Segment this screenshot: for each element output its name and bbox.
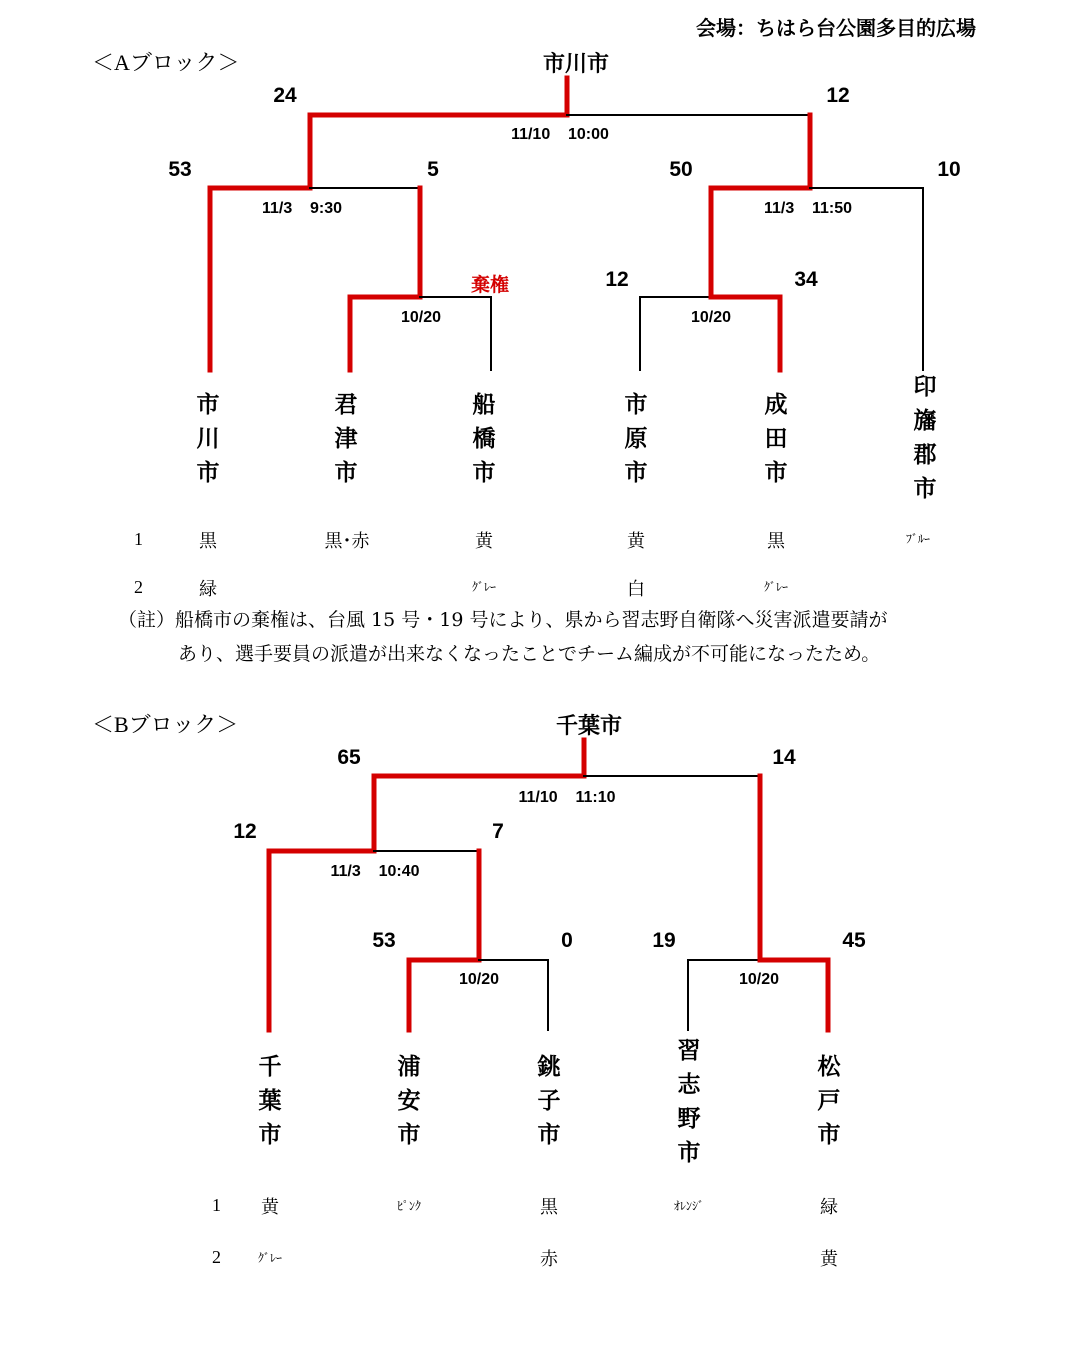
team-narashino: 習志野市 <box>677 1038 701 1166</box>
team-kimitsu: 君津市 <box>334 392 358 486</box>
a-uniform2-ichikawa: 緑 <box>199 579 217 600</box>
a-r1-left-forfeit: 棄権 <box>470 274 510 296</box>
note-line-1: （註）船橋市の棄権は、台風 15 号・19 号により、県から習志野自衛隊へ災害派遣要請が <box>118 609 888 631</box>
b-uniform2-chiba: ｸﾞﾚｰ <box>257 1251 283 1265</box>
b-uniform1-narashino: ｵﾚﾝｼﾞ <box>673 1199 705 1213</box>
block-a-champion: 市川市 <box>542 52 610 77</box>
a-uniform2-ichihara: 白 <box>627 579 645 600</box>
b-semi-left-left-score: 12 <box>233 820 257 843</box>
b-uniform-row1-label: 1 <box>212 1195 221 1215</box>
b-final-left-score: 65 <box>337 746 361 769</box>
a-uniform1-ichihara: 黄 <box>627 531 645 552</box>
a-r1-left-loser-line <box>420 297 491 370</box>
b-r1-left-left-score: 53 <box>372 929 396 952</box>
b-semi-left-date: 11/3 10:40 <box>330 863 420 880</box>
b-r1-left-date: 10/20 <box>458 971 500 988</box>
team-funabashi: 船橋市 <box>472 392 496 486</box>
a-semi-left-date: 11/3 9:30 <box>261 200 343 217</box>
a-r1-right-loser-line <box>640 297 711 370</box>
team-ichikawa: 市川市 <box>196 392 220 486</box>
b-r1-right-left-score: 19 <box>652 929 676 952</box>
block-b-champion: 千葉市 <box>555 714 623 739</box>
a-uniform2-funabashi: ｸﾞﾚｰ <box>471 580 497 594</box>
a-r1-left-date: 10/20 <box>400 309 442 326</box>
b-r1-right-date: 10/20 <box>738 971 780 988</box>
a-semi-right-right-score: 10 <box>937 158 961 181</box>
block-b-title: ＜Bブロック＞ <box>92 712 239 737</box>
block-a-title: ＜Aブロック＞ <box>92 50 240 75</box>
venue-label: 会場：ちはら台公園多目的広場 <box>696 16 976 40</box>
team-ichihara: 市原市 <box>624 392 648 486</box>
b-r1-left-right-score: 0 <box>561 929 573 952</box>
b-uniform1-chiba: 黄 <box>261 1197 279 1218</box>
a-final-left-score: 24 <box>273 84 297 107</box>
a-r1-right-winner-line <box>711 297 780 370</box>
team-matsudo: 松戸市 <box>817 1054 841 1148</box>
a-semi-left-left-score: 53 <box>168 158 192 181</box>
b-uniform1-choshi: 黒 <box>540 1197 558 1218</box>
team-inbagunshi: 印旛郡市 <box>913 374 937 502</box>
a-r1-left-winner-line <box>350 297 420 370</box>
a-uniform1-funabashi: 黄 <box>475 531 493 552</box>
a-r1-right-date: 10/20 <box>690 309 732 326</box>
b-uniform1-urayasu: ﾋﾟﾝｸ <box>396 1199 422 1213</box>
a-uniform1-ichikawa: 黒 <box>199 531 217 552</box>
b-uniform1-matsudo: 緑 <box>820 1197 838 1218</box>
a-semi-left-right-score: 5 <box>427 158 439 181</box>
team-choshi: 銚子市 <box>537 1054 561 1148</box>
a-r1-right-right-score: 34 <box>794 268 818 291</box>
a-r1-right-left-score: 12 <box>605 268 629 291</box>
b-final-right-score: 14 <box>772 746 796 769</box>
a-uniform-row2-label: 2 <box>134 577 143 597</box>
a-semi-right-left-score: 50 <box>669 158 693 181</box>
a-uniform1-kimitsu: 黒･赤 <box>324 531 370 552</box>
b-semi-left-right-score: 7 <box>492 820 504 843</box>
a-uniform-row1-label: 1 <box>134 529 143 549</box>
b-r1-right-right-score: 45 <box>842 929 866 952</box>
a-final-date: 11/10 10:00 <box>511 126 609 143</box>
a-uniform2-narita: ｸﾞﾚｰ <box>763 580 789 594</box>
a-uniform1-narita: 黒 <box>767 531 785 552</box>
a-final-right-score: 12 <box>826 84 850 107</box>
a-semi-right-date: 11/3 11:50 <box>763 200 853 217</box>
team-urayasu: 浦安市 <box>397 1054 421 1148</box>
team-chiba: 千葉市 <box>258 1054 282 1148</box>
team-narita: 成田市 <box>764 392 788 486</box>
b-uniform2-choshi: 赤 <box>540 1249 558 1270</box>
note-line-2: あり、選手要員の派遣が出来なくなったことでチーム編成が不可能になったため。 <box>178 643 881 665</box>
b-final-date: 11/10 11:10 <box>518 789 616 806</box>
b-uniform2-matsudo: 黄 <box>820 1249 838 1270</box>
a-uniform1-inbagunshi: ﾌﾞﾙｰ <box>905 532 931 546</box>
b-uniform-row2-label: 2 <box>212 1247 221 1267</box>
